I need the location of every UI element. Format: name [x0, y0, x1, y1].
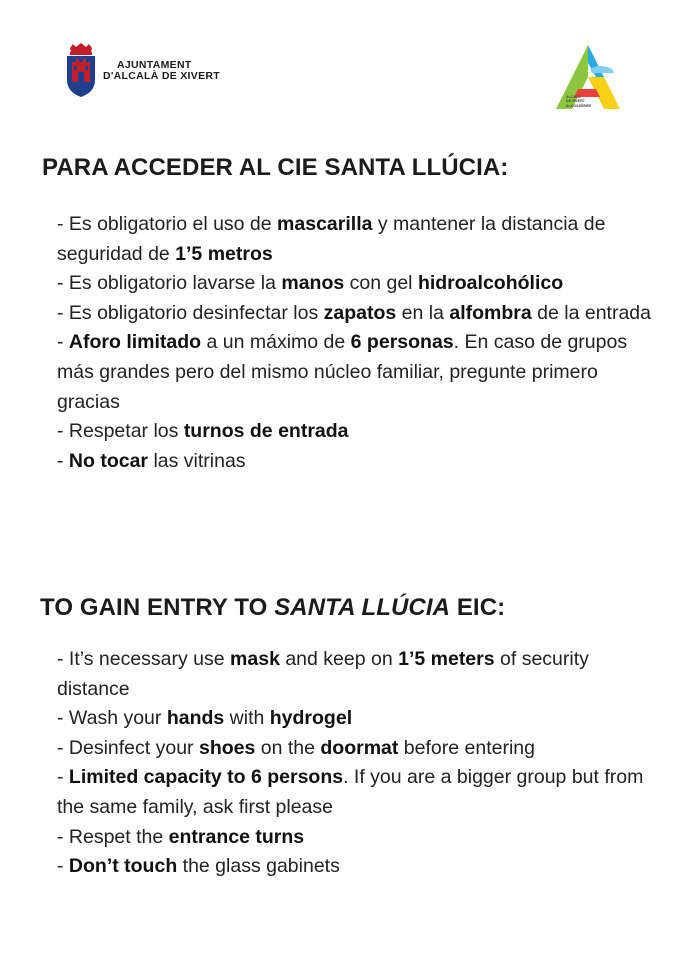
- rule-item: [57, 328, 657, 417]
- rule-emphasis: doormat: [320, 736, 399, 759]
- rule-emphasis: alfombra: [449, 301, 532, 324]
- rule-item: [57, 704, 657, 734]
- rule-text: - Wash your: [57, 707, 167, 730]
- rule-emphasis: hydrogel: [269, 707, 353, 730]
- rule-emphasis: No tocar: [68, 449, 149, 472]
- municipal-crest-icon: [64, 42, 98, 98]
- rule-item: [57, 852, 657, 882]
- rule-text: . En caso de grupos más grandes pero del mismo núcleo familiar, pregunte primero gracias: [57, 331, 628, 413]
- rule-emphasis: turnos de entrada: [183, 420, 349, 443]
- rule-emphasis: mask: [230, 648, 280, 670]
- rule-text: - Desinfect your: [57, 736, 199, 759]
- rule-text: of security distance: [57, 648, 589, 700]
- brand-text-line: ALCALÀ: [566, 95, 581, 99]
- rule-item: [57, 417, 657, 447]
- header: [0, 0, 679, 120]
- rule-emphasis: hidroalcohólico: [417, 272, 564, 295]
- rule-text: en la: [396, 301, 450, 324]
- rule-item: [57, 447, 657, 477]
- rule-text: de la entrada: [531, 301, 651, 324]
- brand-text-line: ALCOSSEBRE: [566, 103, 591, 108]
- rule-text: before entering: [398, 736, 535, 759]
- rule-text: -: [57, 449, 69, 472]
- rule-text: . If you are a bigger group but from the same family, ask first please: [57, 766, 644, 818]
- rule-emphasis: Limited capacity to 6 persons: [68, 766, 344, 789]
- rule-text: on the: [255, 736, 321, 759]
- rule-emphasis: 1’5 metros: [175, 242, 273, 265]
- rule-item: [57, 269, 657, 299]
- rule-emphasis: 1’5 meters: [398, 648, 495, 670]
- town-name: [103, 60, 220, 82]
- rule-emphasis: 6 personas: [350, 331, 454, 354]
- rule-emphasis: shoes: [198, 736, 256, 759]
- rule-emphasis: mascarilla: [277, 213, 373, 235]
- rule-item: [57, 210, 657, 269]
- rule-emphasis: zapatos: [323, 301, 397, 324]
- rule-text: - It’s necessary use: [57, 648, 231, 670]
- rule-text: las vitrinas: [148, 449, 246, 472]
- rule-emphasis: entrance turns: [168, 825, 305, 848]
- rule-emphasis: hands: [166, 707, 225, 730]
- rule-emphasis: Aforo limitado: [68, 331, 202, 354]
- town-name-line2: D'ALCALÀ DE XIVERT: [103, 70, 220, 82]
- town-name-line1: AJUNTAMENT: [117, 59, 192, 71]
- rule-text: y mantener la distancia de seguridad de: [57, 213, 606, 265]
- english-heading-place: SANTA LLÚCIA: [274, 594, 451, 621]
- rule-text: and keep on: [279, 648, 399, 670]
- rule-text: - Respet the: [57, 825, 169, 848]
- spanish-rules-list: [57, 210, 657, 476]
- rule-text: - Respetar los: [57, 420, 184, 443]
- rule-text: a un máximo de: [201, 331, 351, 354]
- rule-emphasis: manos: [281, 272, 345, 295]
- english-heading: [40, 594, 505, 622]
- rule-text: - Es obligatorio desinfectar los: [57, 301, 324, 324]
- rule-text: - Es obligatorio el uso de: [57, 213, 278, 235]
- spanish-heading: PARA ACCEDER AL CIE SANTA LLÚCIA:: [42, 154, 509, 181]
- brand-text: [566, 95, 600, 108]
- rule-item: [57, 763, 657, 822]
- rule-text: -: [57, 331, 69, 354]
- rule-text: - Es obligatorio lavarse la: [57, 272, 282, 295]
- rule-text: con gel: [344, 272, 418, 295]
- rule-text: the glass gabinets: [177, 855, 340, 878]
- rule-text: -: [57, 855, 69, 878]
- english-heading-pre: TO GAIN ENTRY TO: [40, 594, 275, 621]
- rule-item: [57, 823, 657, 853]
- rule-item: [57, 645, 657, 704]
- english-rules-list: [57, 645, 657, 882]
- brand-text-line: DE XIVERT: [566, 99, 585, 104]
- rule-item: [57, 299, 657, 329]
- rule-item: [57, 734, 657, 764]
- rule-emphasis: Don’t touch: [68, 855, 178, 878]
- rule-text: -: [57, 766, 69, 789]
- english-heading-post: EIC:: [450, 594, 506, 621]
- rule-text: with: [224, 707, 270, 730]
